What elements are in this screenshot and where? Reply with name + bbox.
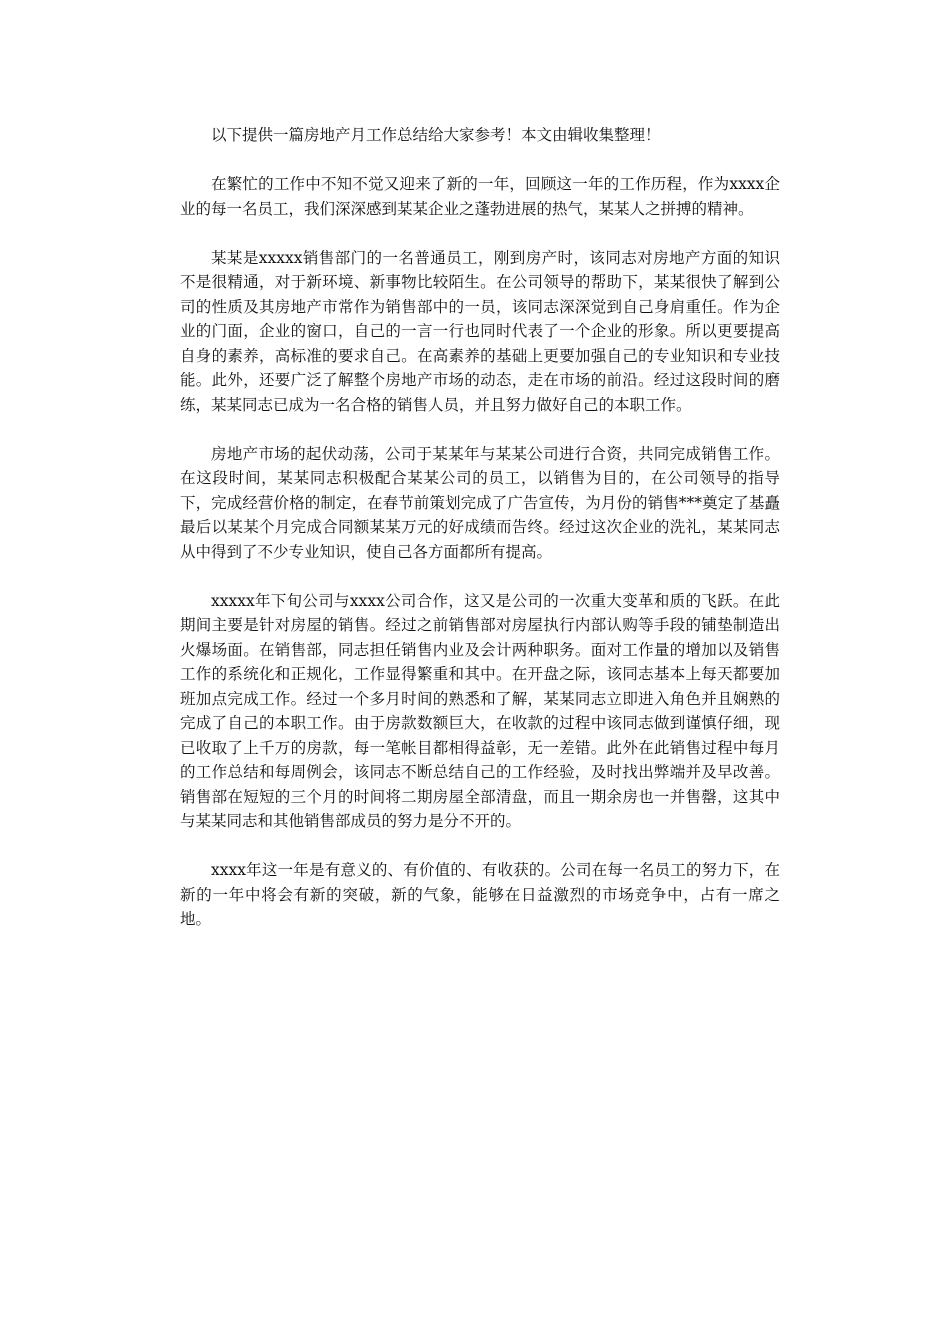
body-paragraph: xxxxx年下旬公司与xxxx公司合作，这又是公司的一次重大变革和质的飞跃。在此期间主要是针对房屋的销售。经过之前销售部对房屋执行内部认购等手段的铺垫制造出火爆场面。在销售部，同志担任销售内业及会计两种职务。面对工作量的增加以及销售工作的系统化和正规化，工作显得繁重和其中。在开盘之际，该同志基本上每天都要加班加点完成工作。经过一个多月时间的熟悉和了解，某某同志立即进入角色并且娴熟的完成了自己的本职工作。由于房款数额巨大，在收款的过程中该同志做到谨慎仔细，现已收取了上千万的房款，每一笔帐目都相得益彰，无一差错。此外在此销售过程中每月的工作总结和每周例会，该同志不断总结自己的工作经验，及时找出弊端并及早改善。销售部在短短的三个月的时间将二期房屋全部清盘，而且一期余房也一并售罄，这其中与某某同志和其他销售部成员的努力是分不开的。: [180, 591, 780, 830]
body-paragraph: 在繁忙的工作中不知不觉又迎来了新的一年，回顾这一年的工作历程，作为xxxx企业的每一名员工，我们深深感到某某企业之蓬勃进展的热气，某某人之拼搏的精神。: [180, 175, 780, 218]
closing-paragraph: xxxx年这一年是有意义的、有价值的、有收获的。公司在每一名员工的努力下，在新的一年中将会有新的突破，新的气象，能够在日益激烈的市场竞争中，占有一席之地。: [180, 861, 780, 928]
body-paragraph: 房地产市场的起伏动荡，公司于某某年与某某公司进行合资，共同完成销售工作。在这段时间，某某同志积极配合某某公司的员工，以销售为目的，在公司领导的指导下，完成经营价格的制定，在春节前策划完成了广告宣传，为月份的销售***奠定了基矗最后以某某个月完成合同额某某万元的好成绩而告终。经过这次企业的洗礼，某某同志从中得到了不少专业知识，使自己各方面都所有提高。: [180, 444, 780, 561]
body-paragraph: 某某是xxxxx销售部门的一名普通员工，刚到房产时，该同志对房地产方面的知识不是很精通，对于新环境、新事物比较陌生。在公司领导的帮助下，某某很快了解到公司的性质及其房地产市常作为销售部中的一员，该同志深深觉到自己身肩重任。作为企业的门面，企业的窗口，自己的一言一行也同时代表了一个企业的形象。所以更要提高自身的素养，高标准的要求自己。在高素养的基础上更要加强自己的专业知识和专业技能。此外，还要广泛了解整个房地产市场的动态，走在市场的前沿。经过这段时间的磨练，某某同志已成为一名合格的销售人员，并且努力做好自己的本职工作。: [180, 248, 780, 414]
intro-paragraph: 以下提供一篇房地产月工作总结给大家参考！本文由辑收集整理！: [211, 126, 661, 144]
document-body: [180, 123, 780, 956]
